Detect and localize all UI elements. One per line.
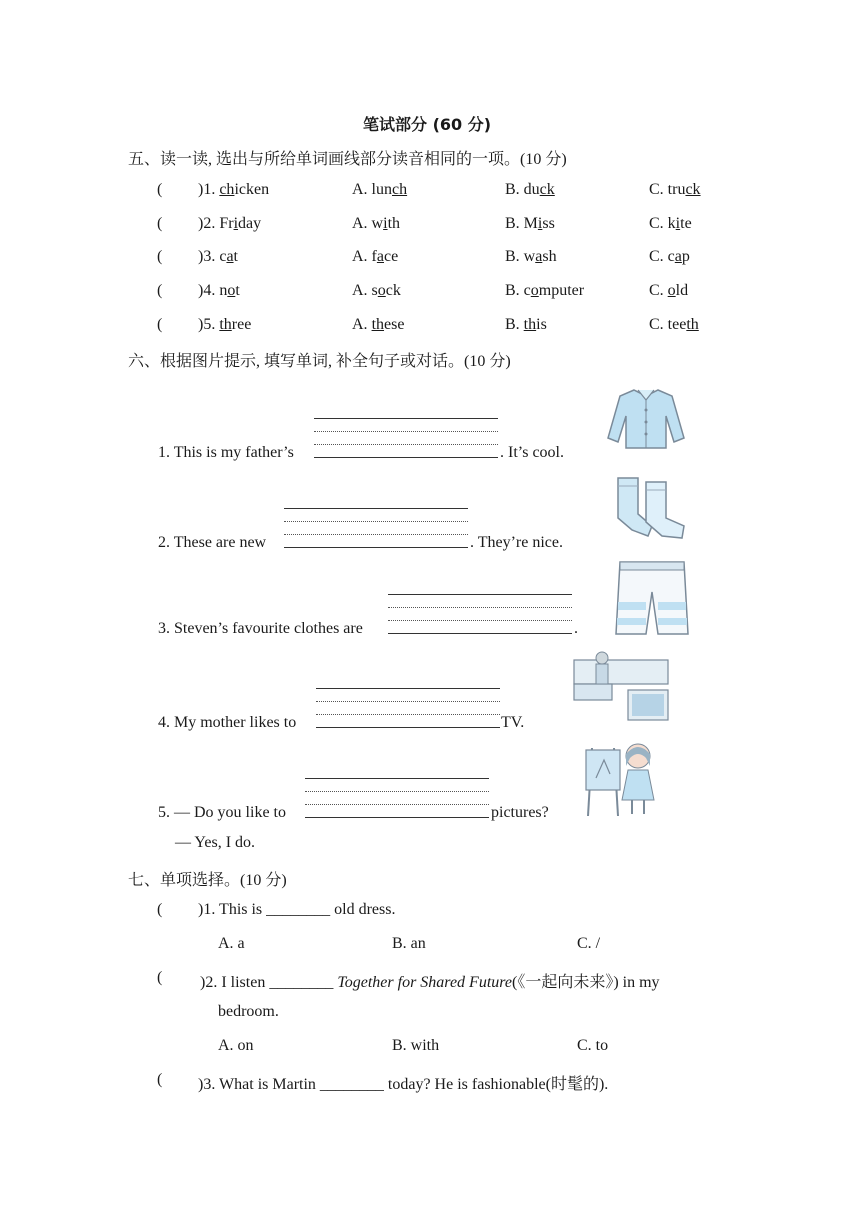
word-text: )1. bbox=[198, 181, 220, 198]
item-2-suffix: . They’re nice. bbox=[470, 534, 563, 551]
answer-lines-3[interactable] bbox=[388, 594, 572, 634]
shirt-icon bbox=[606, 386, 686, 450]
option-text: mputer bbox=[538, 282, 585, 299]
word-text: t bbox=[233, 248, 238, 265]
q5-1-option-b[interactable] bbox=[505, 181, 555, 199]
q5-2-option-c[interactable] bbox=[649, 215, 692, 233]
item-2-prefix: 2. These are new bbox=[158, 534, 267, 551]
q5-3-answer-paren[interactable]: ( bbox=[157, 248, 163, 265]
q1-text: )1. This is ________ old dress. bbox=[198, 901, 396, 918]
girl-painting-icon bbox=[584, 738, 660, 818]
section-6-heading: 六、根据图片提示, 填写单词, 补全句子或对话。(10 分) bbox=[128, 353, 511, 370]
q5-3-option-a[interactable] bbox=[352, 248, 398, 266]
q2-text-continued: bedroom. bbox=[218, 1003, 279, 1020]
q1-option-b[interactable]: B. an bbox=[392, 935, 426, 952]
option-text: C. bbox=[649, 282, 668, 299]
underlined-letters: i bbox=[675, 215, 681, 232]
word-text: )3. c bbox=[198, 248, 227, 265]
underlined-letters: o bbox=[667, 282, 676, 299]
item-4-prefix: 4. My mother likes to bbox=[158, 714, 297, 731]
underlined-letters: th bbox=[523, 316, 537, 333]
q5-2-answer-paren[interactable]: ( bbox=[157, 215, 163, 232]
section-5-heading: 五、读一读, 选出与所给单词画线部分读音相同的一项。(10 分) bbox=[128, 151, 567, 168]
option-text: B. M bbox=[505, 215, 538, 232]
item-3-suffix: . bbox=[574, 620, 578, 637]
option-text: ce bbox=[384, 248, 399, 265]
option-text: B. du bbox=[505, 181, 540, 198]
item-5-prefix: 5. — Do you like to bbox=[158, 804, 286, 821]
option-text: C. c bbox=[649, 248, 675, 265]
q5-3-word bbox=[198, 248, 238, 266]
underlined-letters: ch bbox=[392, 181, 408, 198]
option-text: C. k bbox=[649, 215, 676, 232]
option-text: A. lun bbox=[352, 181, 392, 198]
page-title: 笔试部分 (60 分) bbox=[363, 115, 492, 134]
q5-2-word bbox=[198, 215, 261, 233]
answer-lines-4[interactable] bbox=[316, 688, 500, 728]
option-text: C. tee bbox=[649, 316, 687, 333]
item-3-prefix: 3. Steven’s favourite clothes are bbox=[158, 620, 363, 637]
q2-song-title: Together for Shared Future bbox=[337, 974, 512, 991]
option-text: ss bbox=[542, 215, 555, 232]
option-text: p bbox=[681, 248, 690, 265]
option-text: A. s bbox=[352, 282, 378, 299]
q5-2-option-a[interactable] bbox=[352, 215, 400, 233]
q5-4-option-a[interactable] bbox=[352, 282, 401, 300]
q3-text: )3. What is Martin ________ today? He is fashionable(时髦的). bbox=[198, 1076, 609, 1093]
q5-5-answer-paren[interactable]: ( bbox=[157, 316, 163, 333]
q5-5-option-a[interactable] bbox=[352, 316, 404, 334]
underlined-letters: o bbox=[377, 282, 386, 299]
option-text: sh bbox=[542, 248, 557, 265]
underlined-letters: ch bbox=[219, 181, 235, 198]
shorts-icon bbox=[612, 558, 692, 638]
q1-option-c[interactable]: C. / bbox=[577, 935, 601, 952]
word-text: icken bbox=[234, 181, 270, 198]
item-5-reply: — Yes, I do. bbox=[175, 834, 256, 851]
q5-1-word bbox=[198, 181, 269, 199]
underlined-letters: a bbox=[535, 248, 543, 265]
q1-option-a[interactable]: A. a bbox=[218, 935, 245, 952]
q5-5-word bbox=[198, 316, 251, 334]
q2-option-a[interactable]: A. on bbox=[218, 1037, 254, 1054]
q5-4-word bbox=[198, 282, 240, 300]
q2-option-b[interactable]: B. with bbox=[392, 1037, 440, 1054]
option-text: A. w bbox=[352, 215, 384, 232]
underlined-letters: a bbox=[674, 248, 682, 265]
answer-lines-1[interactable] bbox=[314, 418, 498, 458]
option-text: B. c bbox=[505, 282, 531, 299]
q5-1-option-a[interactable] bbox=[352, 181, 407, 199]
q2-paren[interactable]: ( bbox=[157, 969, 163, 986]
word-text: )4. n bbox=[198, 282, 228, 299]
item-1-prefix: 1. This is my father’s bbox=[158, 444, 294, 461]
q2-text bbox=[200, 969, 660, 992]
q5-3-option-b[interactable] bbox=[505, 248, 557, 266]
underlined-letters: a bbox=[226, 248, 234, 265]
word-text: )5. bbox=[198, 316, 220, 333]
underlined-letters: th bbox=[219, 316, 232, 333]
word-text: )2. Fr bbox=[198, 215, 234, 232]
answer-lines-2[interactable] bbox=[284, 508, 468, 548]
option-text: C. tru bbox=[649, 181, 686, 198]
q5-4-option-b[interactable] bbox=[505, 282, 584, 300]
option-text: A. bbox=[352, 316, 372, 333]
item-4-suffix: TV. bbox=[501, 714, 525, 731]
underlined-letters: o bbox=[227, 282, 236, 299]
q2-text-post: (《一起向未来》) in my bbox=[512, 974, 660, 991]
q5-1-answer-paren[interactable]: ( bbox=[157, 181, 163, 198]
q2-text-pre: )2. I listen ________ bbox=[200, 974, 338, 991]
item-5-suffix: pictures? bbox=[491, 804, 549, 821]
option-text: B. bbox=[505, 316, 524, 333]
q5-4-answer-paren[interactable]: ( bbox=[157, 282, 163, 299]
item-1-suffix: . It’s cool. bbox=[500, 444, 564, 461]
word-text: t bbox=[235, 282, 240, 299]
underlined-letters: th bbox=[686, 316, 699, 333]
q3-paren[interactable]: ( bbox=[157, 1071, 163, 1088]
option-text: te bbox=[680, 215, 692, 232]
q5-5-option-b[interactable] bbox=[505, 316, 547, 334]
underlined-letters: a bbox=[376, 248, 384, 265]
q5-2-option-b[interactable] bbox=[505, 215, 555, 233]
underlined-letters: i bbox=[233, 215, 239, 232]
watch-tv-icon bbox=[572, 650, 670, 728]
option-text: B. w bbox=[505, 248, 536, 265]
option-text: is bbox=[536, 316, 547, 333]
answer-lines-5[interactable] bbox=[305, 778, 489, 818]
q5-1-option-c[interactable] bbox=[649, 181, 701, 199]
q5-5-option-c[interactable] bbox=[649, 316, 699, 334]
underlined-letters: ck bbox=[685, 181, 701, 198]
option-text: ck bbox=[385, 282, 401, 299]
underlined-letters: ck bbox=[539, 181, 555, 198]
underlined-letters: i bbox=[537, 215, 543, 232]
section-7-heading: 七、单项选择。(10 分) bbox=[128, 872, 287, 889]
q5-4-option-c[interactable] bbox=[649, 282, 688, 300]
underlined-letters: th bbox=[371, 316, 385, 333]
word-text: day bbox=[238, 215, 262, 232]
underlined-letters: i bbox=[383, 215, 388, 232]
option-text: ese bbox=[384, 316, 405, 333]
socks-icon bbox=[612, 474, 692, 544]
q2-option-c[interactable]: C. to bbox=[577, 1037, 609, 1054]
word-text: ree bbox=[231, 316, 252, 333]
q1-paren[interactable]: ( bbox=[157, 901, 163, 918]
q5-3-option-c[interactable] bbox=[649, 248, 690, 266]
option-text: th bbox=[387, 215, 401, 232]
option-text: A. f bbox=[352, 248, 377, 265]
option-text: ld bbox=[675, 282, 689, 299]
underlined-letters: o bbox=[530, 282, 539, 299]
